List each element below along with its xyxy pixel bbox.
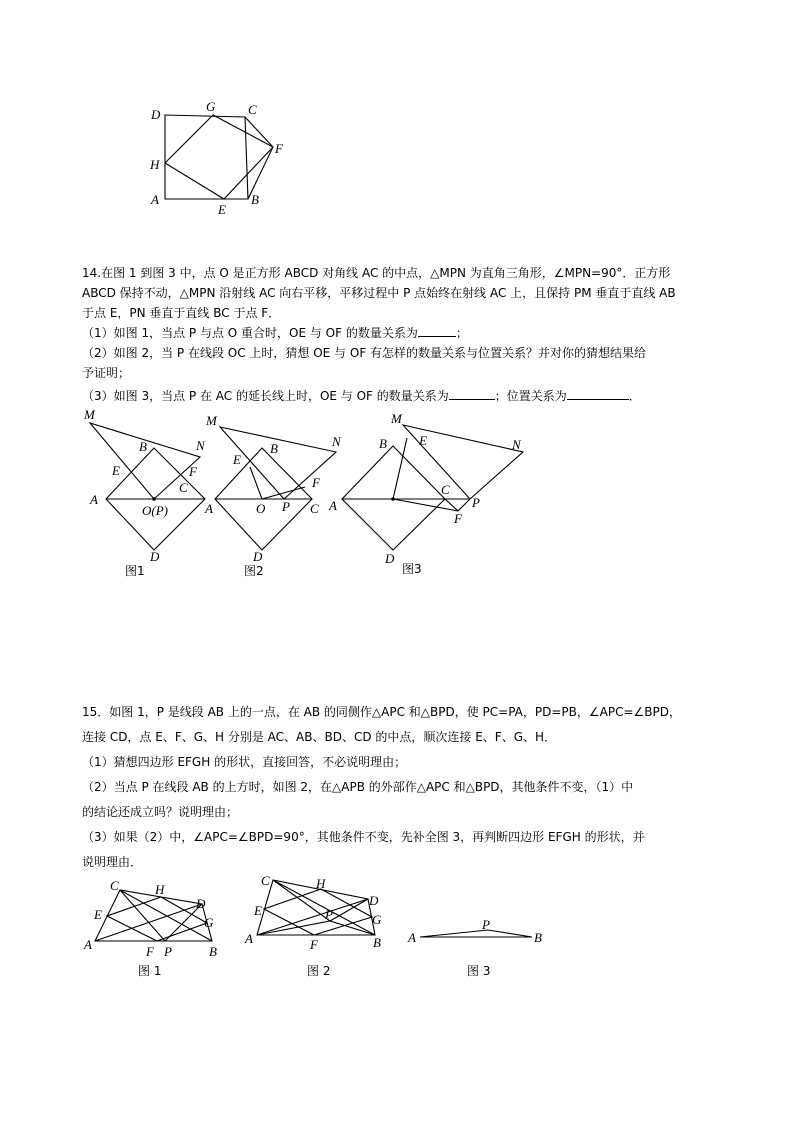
q15-figure-2 xyxy=(245,875,395,985)
quadrilateral-efgh xyxy=(165,115,273,199)
label-f: F xyxy=(189,464,197,479)
q14-figure-3 xyxy=(325,405,535,580)
label-d: D xyxy=(369,893,379,908)
label-b: B xyxy=(534,930,542,945)
label-h: H xyxy=(150,157,160,172)
label-e: E xyxy=(94,907,102,922)
q14-part3-text: （3）如图 3，当点 P 在 AC 的延长线上时，OE 与 OF 的数量关系为 xyxy=(82,389,449,403)
label-m: M xyxy=(84,407,95,422)
label-a: A xyxy=(408,930,416,945)
q15-line1: 15．如图 1，P 是线段 AB 上的一点，在 AB 的同侧作△APC 和△BPD，使 PC=PA，PD=PB，∠APC=∠BPD， xyxy=(82,705,681,719)
label-c: C xyxy=(248,102,257,117)
label-d: D xyxy=(385,551,395,566)
segment-ad xyxy=(257,899,368,935)
label-e: E xyxy=(254,903,262,918)
label-b: B xyxy=(251,192,259,207)
triangle-apb xyxy=(257,921,375,935)
label-m: M xyxy=(391,411,402,426)
q15-part3-line2: 说明理由． xyxy=(82,855,143,869)
caption: 图3 xyxy=(402,562,422,576)
q14-figure-1 xyxy=(80,405,220,580)
label-e: E xyxy=(233,452,241,467)
q14-part1-end: ； xyxy=(455,326,468,340)
label-op: O(P) xyxy=(142,503,168,518)
label-b: B xyxy=(270,441,278,456)
label-b: B xyxy=(379,436,387,451)
label-f: F xyxy=(312,475,320,490)
q14-part3-blank1[interactable] xyxy=(449,387,495,400)
q14-part2-line2: 予证明； xyxy=(82,366,131,380)
q15-part1: （1）猜想四边形 EFGH 的形状，直接回答，不必说明理由； xyxy=(82,755,407,769)
segment-of xyxy=(393,499,458,511)
label-c: C xyxy=(110,878,119,893)
label-p: P xyxy=(164,944,172,959)
label-e: E xyxy=(112,463,120,478)
label-a: A xyxy=(84,937,92,952)
label-e: E xyxy=(419,433,427,448)
q15-part2-line1: （2）当点 P 在线段 AB 的上方时，如图 2，在△APB 的外部作△APC 和△BPD，其他条件不变，（1）中 xyxy=(82,780,634,794)
label-n: N xyxy=(512,437,521,452)
point-o xyxy=(391,497,395,501)
q14-part3-mid: ；位置关系为 xyxy=(494,389,567,403)
caption: 图 1 xyxy=(138,964,162,978)
label-c: C xyxy=(441,482,450,497)
label-f: F xyxy=(454,511,462,526)
label-b: B xyxy=(373,935,381,950)
q14-part3-end: ． xyxy=(628,389,641,403)
label-a: A xyxy=(90,492,98,507)
q15-part2-line2: 的结论还成立吗？说明理由； xyxy=(82,805,239,819)
label-m: M xyxy=(206,413,217,428)
label-a: A xyxy=(329,498,337,513)
caption: 图 3 xyxy=(467,964,491,978)
q14-part1-blank[interactable] xyxy=(418,324,456,337)
label-c: C xyxy=(261,873,270,888)
label-b: B xyxy=(209,944,217,959)
label-o: O xyxy=(256,501,266,516)
q14-part2-line1: （2）如图 2，当 P 在线段 OC 上时，猜想 OE 与 OF 有怎样的数量关系与位置关系？并对你的猜想结果给 xyxy=(82,346,647,360)
label-e: E xyxy=(218,202,226,217)
q14-part3 xyxy=(82,387,641,406)
q14-line2: ABCD 保持不动，△MPN 沿射线 AC 向右平移，平移过程中 P 点始终在射线 AC 上，且保持 PM 垂直于直线 AB xyxy=(82,286,676,300)
segment-pf xyxy=(458,499,470,511)
q15-figure-3 xyxy=(405,910,555,985)
segment-ad xyxy=(95,904,202,941)
label-p: P xyxy=(282,499,290,514)
label-c: C xyxy=(179,480,188,495)
q15-part3-line1: （3）如果（2）中，∠APC=∠BPD=90°，其他条件不变，先补全图 3，再判断四边形 EFGH 的形状，并 xyxy=(82,830,645,844)
segment-cf xyxy=(245,117,273,147)
label-f: F xyxy=(275,141,283,156)
point-o xyxy=(152,497,156,501)
q14-part1 xyxy=(82,324,468,343)
label-d: D xyxy=(150,549,160,564)
triangle-apb xyxy=(420,930,532,937)
label-d: D xyxy=(196,896,206,911)
label-p: P xyxy=(482,917,490,932)
square-efgh-figure xyxy=(140,95,300,225)
label-h: H xyxy=(316,876,326,891)
label-a: A xyxy=(151,192,159,207)
label-b: B xyxy=(139,439,147,454)
label-a: A xyxy=(245,931,253,946)
segment-oe xyxy=(393,438,407,499)
caption: 图 2 xyxy=(307,964,331,978)
q14-line1: 14.在图 1 到图 3 中，点 O 是正方形 ABCD 对角线 AC 的中点，△MPN 为直角三角形，∠MPN=90°．正方形 xyxy=(82,266,671,280)
label-p: P xyxy=(472,495,480,510)
label-c: C xyxy=(310,501,319,516)
q15-figure-1 xyxy=(80,875,230,985)
label-d: D xyxy=(253,549,263,564)
label-g: G xyxy=(372,912,382,927)
label-a: A xyxy=(205,501,213,516)
segment-of xyxy=(262,487,305,499)
label-n: N xyxy=(332,434,341,449)
caption: 图1 xyxy=(125,564,145,578)
label-p: P xyxy=(325,907,333,922)
q14-part1-text: （1）如图 1，当点 P 与点 O 重合时，OE 与 OF 的数量关系为 xyxy=(82,326,418,340)
label-d: D xyxy=(151,107,161,122)
q15-line2: 连接 CD，点 E、F、G、H 分别是 AC、AB、BD、CD 的中点，顺次连接 E、F、G、H． xyxy=(82,730,557,744)
label-h: H xyxy=(155,882,165,897)
q14-line3: 于点 E，PN 垂直于直线 BC 于点 F． xyxy=(82,306,281,320)
label-f: F xyxy=(146,944,154,959)
label-g: G xyxy=(206,99,216,114)
caption: 图2 xyxy=(244,564,264,578)
label-g: G xyxy=(204,915,214,930)
q14-part3-blank2[interactable] xyxy=(567,387,629,400)
label-f: F xyxy=(310,937,318,952)
label-n: N xyxy=(196,438,205,453)
